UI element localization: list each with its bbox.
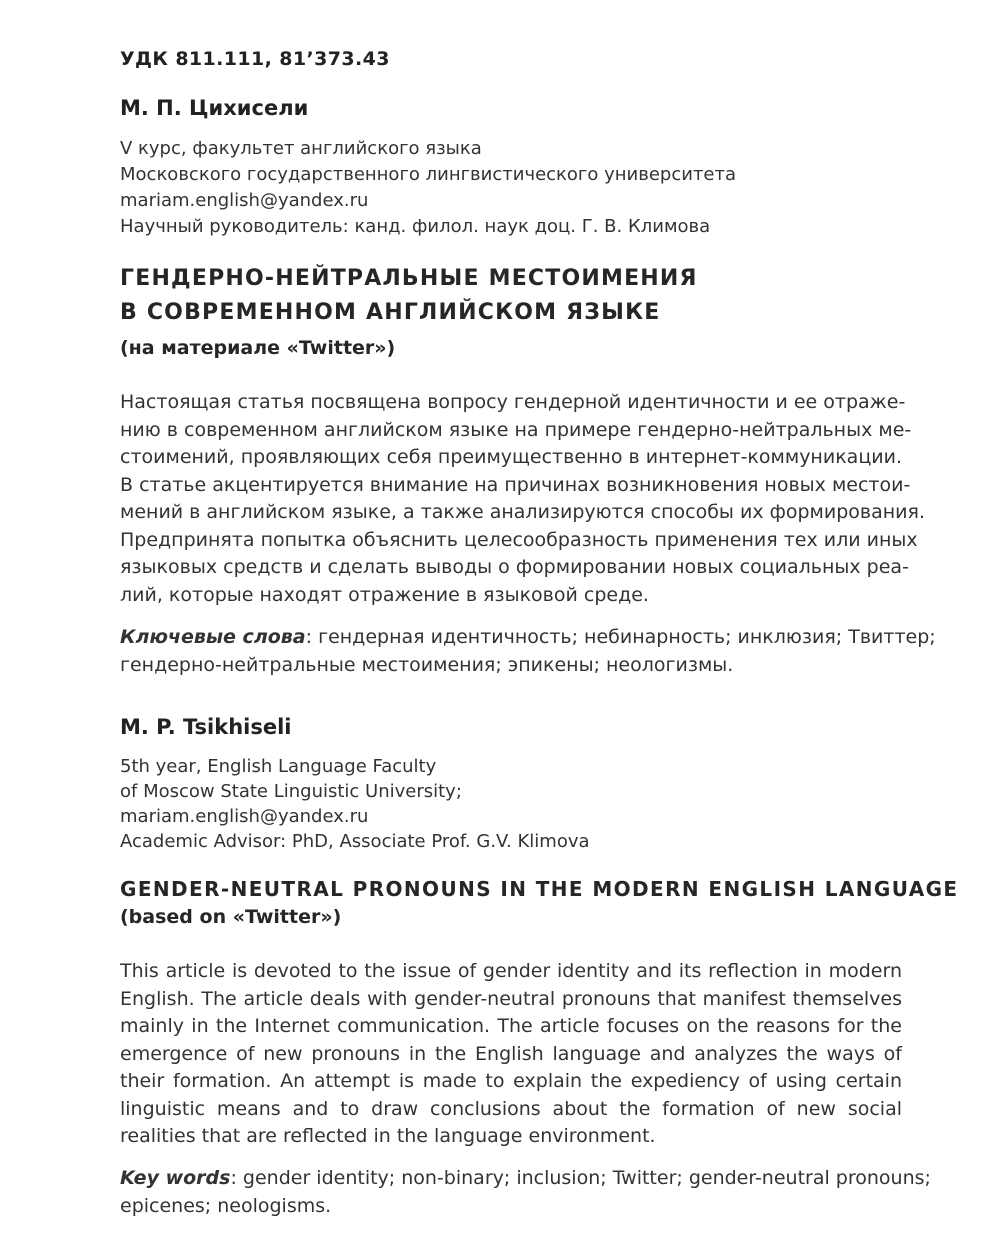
article-subtitle-en: (based on «Twitter»): [120, 906, 342, 928]
keywords-line: гендерно-нейтральные местоимения; эпикены; неологизмы.: [120, 654, 734, 676]
affiliation-ru: [120, 136, 736, 240]
keywords-label: Key words: [120, 1167, 231, 1189]
abstract-line: Настоящая статья посвящена вопросу гендерной идентичности и ее отраже-: [120, 391, 906, 413]
article-subtitle-ru: (на материале «Twitter»): [120, 337, 396, 359]
keywords-ru: [120, 623, 936, 679]
keywords-line: epicenes; neologisms.: [120, 1195, 332, 1217]
abstract-line: their formation. An attempt is made to explain the expediency of using certain: [120, 1070, 902, 1092]
academic-advisor: Научный руководитель: канд. филол. наук доц. Г. В. Климова: [120, 216, 711, 237]
keywords-line: [120, 1164, 931, 1192]
abstract-line: linguistic means and to draw conclusions about the formation of new social: [120, 1097, 902, 1120]
keywords-text: : gender identity; non-binary; inclusion; Twitter; gender-neutral pronouns;: [230, 1167, 931, 1189]
article-title-ru: [120, 262, 698, 330]
abstract-line: лий, которые находят отражение в языковой среде.: [120, 583, 649, 606]
affiliation-line: 5th year, English Language Faculty: [120, 756, 437, 777]
abstract-line: Предпринята попытка объяснить целесообразность применения тех или иных: [120, 528, 918, 551]
title-line: ГЕНДЕРНО-НЕЙТРАЛЬНЫЕ МЕСТОИМЕНИЯ: [120, 266, 698, 291]
author-name-ru: М. П. Цихисели: [120, 96, 309, 120]
keywords-en: [120, 1164, 931, 1220]
keywords-line: [120, 623, 936, 651]
udk-code: УДК 811.111, 81’373.43: [120, 48, 390, 70]
author-name-en: M. P. Tsikhiseli: [120, 715, 292, 739]
abstract-ru: [120, 389, 925, 609]
affiliation-line: Московского государственного лингвистического университета: [120, 164, 737, 185]
abstract-line: мений в английском языке, а также анализируются способы их формирования.: [120, 501, 925, 523]
abstract-line: стоимений, проявляющих себя преимущественно в интернет-коммуникации.: [120, 446, 902, 468]
title-line: В СОВРЕМЕННОМ АНГЛИЙСКОМ ЯЗЫКЕ: [120, 300, 661, 325]
abstract-line: emergence of new pronouns in the English language and analyzes the ways of: [120, 1042, 902, 1065]
abstract-line: This article is devoted to the issue of gender identity and its reflection in modern: [120, 960, 902, 982]
abstract-en: [120, 958, 902, 1151]
abstract-line: языковых средств и сделать выводы о формировании новых социальных реа-: [120, 556, 909, 578]
author-email: mariam.english@yandex.ru: [120, 190, 369, 211]
abstract-line: realities that are reflected in the language environment.: [120, 1125, 656, 1147]
abstract-line: mainly in the Internet communication. The article focuses on the reasons for the: [120, 1015, 902, 1037]
abstract-line: English. The article deals with gender-neutral pronouns that manifest themselves: [120, 987, 902, 1010]
author-email: mariam.english@yandex.ru: [120, 806, 369, 827]
keywords-label: Ключевые слова: [120, 626, 306, 648]
academic-advisor: Academic Advisor: PhD, Associate Prof. G.V. Klimova: [120, 831, 590, 852]
affiliation-line: of Moscow State Linguistic University;: [120, 781, 462, 802]
abstract-line: нию в современном английском языке на примере гендерно-нейтральных ме-: [120, 418, 912, 441]
abstract-line: В статье акцентируется внимание на причинах возникновения новых местои-: [120, 473, 911, 496]
article-title-en: GENDER-NEUTRAL PRONOUNS IN THE MODERN ENGLISH LANGUAGE: [120, 877, 959, 901]
affiliation-en: [120, 754, 590, 854]
keywords-text: : гендерная идентичность; небинарность; инклюзия; Твиттер;: [305, 626, 936, 648]
affiliation-line: V курс, факультет английского языка: [120, 138, 482, 159]
